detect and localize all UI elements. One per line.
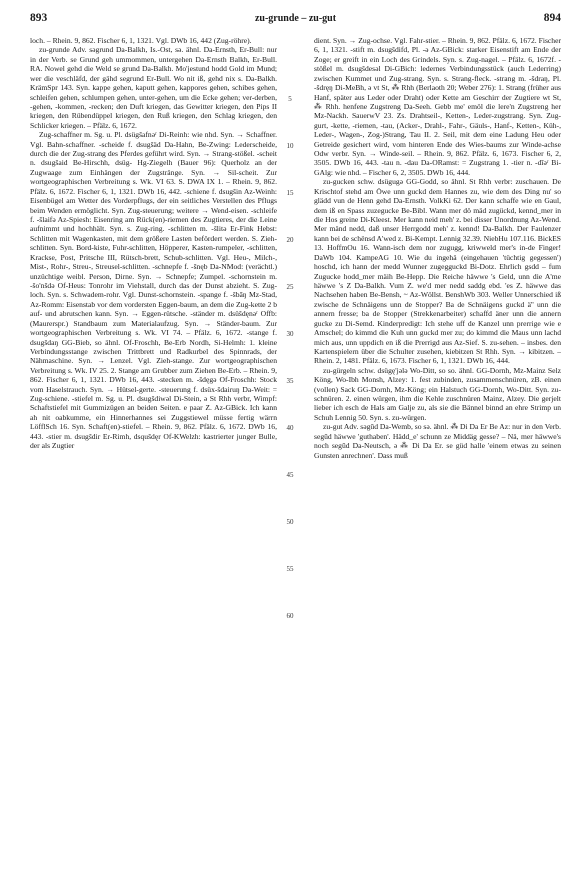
right-column — [314, 36, 561, 872]
line-number: 45 — [286, 471, 294, 479]
entry-paragraph: Zug-schaffner m. Sg. u. Pl. dsügšafnǝʳ Di-Reinh: wie nhd. Syn. → Schaffner. Vgl. Bahn-schaffner. -scheide f. dsugšäd Da-Hahn, Be-Zwing: Lederscheide, durch die der Zug-strang des Pferdes geführt wird. Syn. → Strang-stößel. -scheit n. dsugšaid Be-Hirschh, dsüg- Hg-Ziegelh (Bauer 96): Querholz an der Zugwaage zum Einhängen der Zugstränge. Syn. → Sil-scheit. Zur wortgeographischen Verbreitung s. Wk. VI 63. S. DWA IX 1. – Rhein. 9, 862. Pfälz. 6, 1672. Fischer 6, 1, 1321. DWb 16, 442. -schiene f. dsugšin Az-Weinh: Eisenbügel am Wetter des Vorderpflugs, der ein seitliches Verstellen des Pflugs beim Wenden ermöglicht. Syn. Zug-steuerung; weitere → Wend-eisen. -schleife f. -šlaifǝ Az-Spiesh: Eisenring am Rück(en)-riemen des Zugtieres, der die Leine aufnimmt und hochhält. Syn. s. Zug-ring. -schlitten m. -šlitǝ Er-Fink Hebst: Schlitten mit Wagenkasten, mit dem größere Lasten befördert werden. S. Zieh-schlitten. Syn. Bord-kiste, Fuhr-schlitten, Höpperer, Kasten-rumpeler, -schlitten, Krackse, Post, Pritsche III, Rütsch-brett, Schub-schlitten. Vgl. Heu-, Milch-, Mist-, Rohr-, Streu-, Streusel-schlitten. -schnepfe f. -šnęb Da-NMod: (verächtl.) unzüchtige weibl. Person, Dirne. Syn. → Schnepfe; Zumpel. -schornstein m. -šo'nšdǝ Of-Heus: Tonrohr im Viehstall, durch das der Dunst abzieht. S. Zug-loch. Syn. s. Schwadem-rohr. Vgl. Dunst-schornstein. -spange f. -šbāŋ Mz-Stad, Az-Romm: Eisenstab vor dem vordersten Eggen-baum, an dem die Zug-kette 2 b auf- und abrutschen kann. Syn. → Eggen-rütsche. -ständer m. dsüšdęnǝʳ Offb: (Maurerspr.) Standbaum zum Materialaufzug. Syn. → Ständer-baum. Zur wortgeographischen Verbreitung s. Wk. VI 74. – Pfälz. 6, 1672. -stange f. dsugšdaŋ GG-Bieb, so ähnl. Of-Froschh, Be-Erb Nordh, Si-Helmh: 1. kleine Verbindungsstange zwischen Trittbrett und Radkurbel des Spinnrads, der Nähmaschine. Syn. → Lenzel. Vgl. Zieh-stange. Zur wortgeographischen Verbreitung s. Wk. IV 25. 2. Stange am Grubber zum Ziehen Be-Erb. – Rhein. 9, 862. Fischer 6, 1, 1321. DWb 16, 443. -stecken m. -šdęgǝ Of-Froschh: Stock vom Haselstrauch. Syn. → Hütsel-gerte. -steuerung f. dsüx-šdairuŋ Da-Weit: = Zug-schiene. -stiefel m. Sg. u. Pl. dsugšdiwǝl Di-Stein, ǝ St Rhh verbr, Wimpf: Schaftstiefel mit Gummizügen an beiden Seiten. e paar Z. Az-GBick. Ich kann ah nit oabkumme, ein Hinnerhannes sei Zuggstiewel müsse fertig wärrn LöfflSch 16. Syn. Schaft(en)-stiefel. – Rhein. 9, 862. Pfälz. 6, 1672. DWb 16, 443. -stier m. dsugšdir Er-Rimh, dsqušdęr Of-KWelzh: kastrierter junger Bulle, der als Zugtier — [30, 130, 277, 451]
entry-paragraph: dient. Syn. → Zug-ochse. Vgl. Fahr-stier. – Rhein. 9, 862. Pfälz. 6, 1672. Fischer 6, 1, 1321. -stift m. dsugšdifd, Pl. -ǝ Az-GBick: starker Eisenstift am Ende der Zoge; er greift in ein Loch des Grindels. Syn. s. Zug-nagel. – Pfälz. 6, 1672f. -stößel m. dsugšdesǝl Di-GBich: ledernes Verbindungsstück (auch Lederring) zwischen Kummet und Zug-strang. Syn. s. Strang-fleck. -strang m. -šdraŋ, Pl. -šdręŋ Di-MeBh, ǝ vt St, ⁂ Rhh (Berlaoth 20; Weber 276): 1. Strang (früher aus Hanf, später aus Leder oder Draht) oder Kette am Geschirr der Zugtiere wt St, ⁂ Rhh. henfene Zugstreng Da-Seeh. Gebb me' emöl die lere'n Zugstreng her Mz-Nackh. SauerwV 23. Zs. Drahtseil-, Ketten-, Leder-zugstrang. Syn. Zug-gurt, -kette, -riemen, -tau, (Acker-, Drahl-, Fahr-, Gäuls-, Hanf-, Ketten-, Küh-, Leder-, Wagen-, Zog-)Strang, Tau II. 2. Seil, mit dem eine Ladung Heu oder Getreide gesichert wird, vom hinteren Ende des Wies-baums zur Winde-achse Odw verbr. Syn. → Winde-seil. – Rhein. 9, 862. Pfälz. 6, 1673. Fischer 6, 2, 3505. DWb 16, 443. -tau n. -dau Da-ORamst: = Zugstrang 1. -tier n. -dīǝʳ Bi-GAlg: wie nhd. – Fischer 6, 2, 3505. DWb 16, 444. — [314, 36, 561, 177]
page-number-right: 894 — [543, 12, 561, 24]
line-number: 55 — [286, 565, 294, 573]
line-number: 35 — [286, 377, 294, 385]
line-number: 5 — [288, 95, 292, 103]
line-number: 30 — [286, 330, 294, 338]
line-number: 15 — [286, 189, 294, 197]
entry-paragraph: zu-gucken schw. dsügugǝ GG-Godd, so ähnl. St Rhh verbr: zuschauen. De Krischtof stehd am Öwe unn guckd dem Hannes zu, wie dem des Ding nu' so glädd vun de Henn gehd Da-Ernsth. VolkKi 62. Der kann schaffe wie en Gaul, dem iß en Spass zuzegucke Be-Bibl. Wann mer dö mäd zugückd, kennd_mer in die Hos greine Di-Kleest. Mer kann neid meh' z. bei disser Unordnung Az-Wend. Mer mänd nedd, daß unser Herrgodd meh' z. kennd! Da-Balkh. Der Faulenzer kann bei de schënsd A'wed z. Bi-Kempt. Lennig 32.39. NiebHu 107.116. BickES 13. HoffmOu 16. Wann-isch dem nor zugugg, kriwweld mer's in-de Finger! DaWb 104. KampeAG 10. Wie du ingehä (eingehauen 'tüchtig gegessen') hoschd, ich hann der medd Wunner zugegguckd Bi-Dotz. Ehrlich gsdd – fum Zugucke hodd_mer mäih Be-Hepp. Die Reiche häwwe 's Geld, unn die A'me häwwe 's Z Da-Balkh. Vum Z. we'd mer nedd saddg ebd. 'es Z. häwwe das Nachsehen haben Be-Bensh, ~ Az-Wöllst. BenshWb 303. Weller Unnerschied iß zwische de Schnäigens unn de Stopper? Ba de Schnäigens guckd ä'' unn die annern fresse; ba de Stopper (Strekkenarbeiter) schaffd äner unn die annern gucke zu Di-Semd. Kinderpredigt: Ich stehe uff de Kanzel unn prerrige wie e Amschel; do kimmd die Kuh unn guckd mer zu; do kimmd die Maus unn lachd mich aus, unn uppdich en iß die Prerrigd aus Az-Sief. S. zu-sehen. – insbes. den Kartenspielern über die Schulter zusehen, kiebitzen St Rhh. Syn. → kibitzen. – Rhein. 2, 1481. Pfälz. 6, 1673. Fischer 6, 1, 1321. DWb 16, 444. — [314, 177, 561, 366]
running-head: zu-grunde – zu-gut — [254, 13, 337, 24]
line-number: 50 — [286, 518, 294, 526]
line-number: 60 — [286, 612, 294, 620]
entry-paragraph: zu-gut Adv. sǝgūd Da-Wemb, so sǝ. ähnl. ⁂ Di Da Er Be Az: nur in den Verb. segūd häwwe 'guthaben'. Hädd_e' schunn ze Middäg gesse? – Nä, mer häwwe's noch segūd Da-Neutsch, ǝ ⁂ Di Da Er. se güd halle 'einem etwas zu seinen Gunsten anrechnen'. Dass muß — [314, 422, 561, 460]
page-number-left: 893 — [30, 12, 48, 24]
line-number: 20 — [286, 236, 294, 244]
line-number: 25 — [286, 283, 294, 291]
left-column — [30, 36, 277, 872]
entry-paragraph: loch. – Rhein. 9, 862. Fischer 6, 1, 1321. Vgl. DWb 16, 442 (Zug-röhre). — [30, 36, 252, 45]
entry-paragraph: zu-grunde Adv. sǝgrund Da-Balkh, Is.-Ost, sǝ. ähnl. Da-Ernsth, Er-Bull: nur in der Verb. se Grund geh ummommen, untergehen Da-Ernsth Balkh, Er-Bull. RA. Nowel gehd die Weld se grund Da-Balkh. Mo'jestund hodd Gold im Mund; wer die veschläfd, der gähd segrund Er-Bull. Wo nit iß, gehd nix s. Da-Balkh. KrämSpr 143. Syn. kappe gehen, kaputt gehen, kappores gehen, schibes gehen, schleifen gehen, schlumpen gehen, unter-gehen, um die Ecke gehen; ver-derben, -gehen, -kommen, -recken; den Duft kriegen, das Gewitter kriegen, den Pips II kriegen, den Rübendüppel kriegen, den Ruß kriegen, den Schlag kriegen, den Schlicker kriegen. – Pfälz. 6, 1672. — [30, 45, 277, 130]
page-header — [30, 12, 561, 30]
entry-paragraph: zu-gürgeln schw. dsügę'jǝlǝ Wo-Ditt, so so. ähnl. GG-Dornh, Mz-Mainz Selz Köng, Wo-Ibh Monsh, Alzey: 1. fest zubinden, zusammenschnüren, zB. einen (vollen) Sack GG-Dornh, Mz-Köng; ein Halstuch GG-Dornh, Wo-Ditt. Syn. zu-schnüren. 2. einen würgen, ihm die Kehle zuschnüren Mainz, Alzey. Die gerjelt lieber ich esch de Hals am Galje zu, als sie die Bännel binnd an ehre Strimp un Schuh Lennig 50. Syn. s. zu-würgen. — [314, 365, 561, 422]
line-number: 40 — [286, 424, 294, 432]
line-number: 10 — [286, 142, 294, 150]
